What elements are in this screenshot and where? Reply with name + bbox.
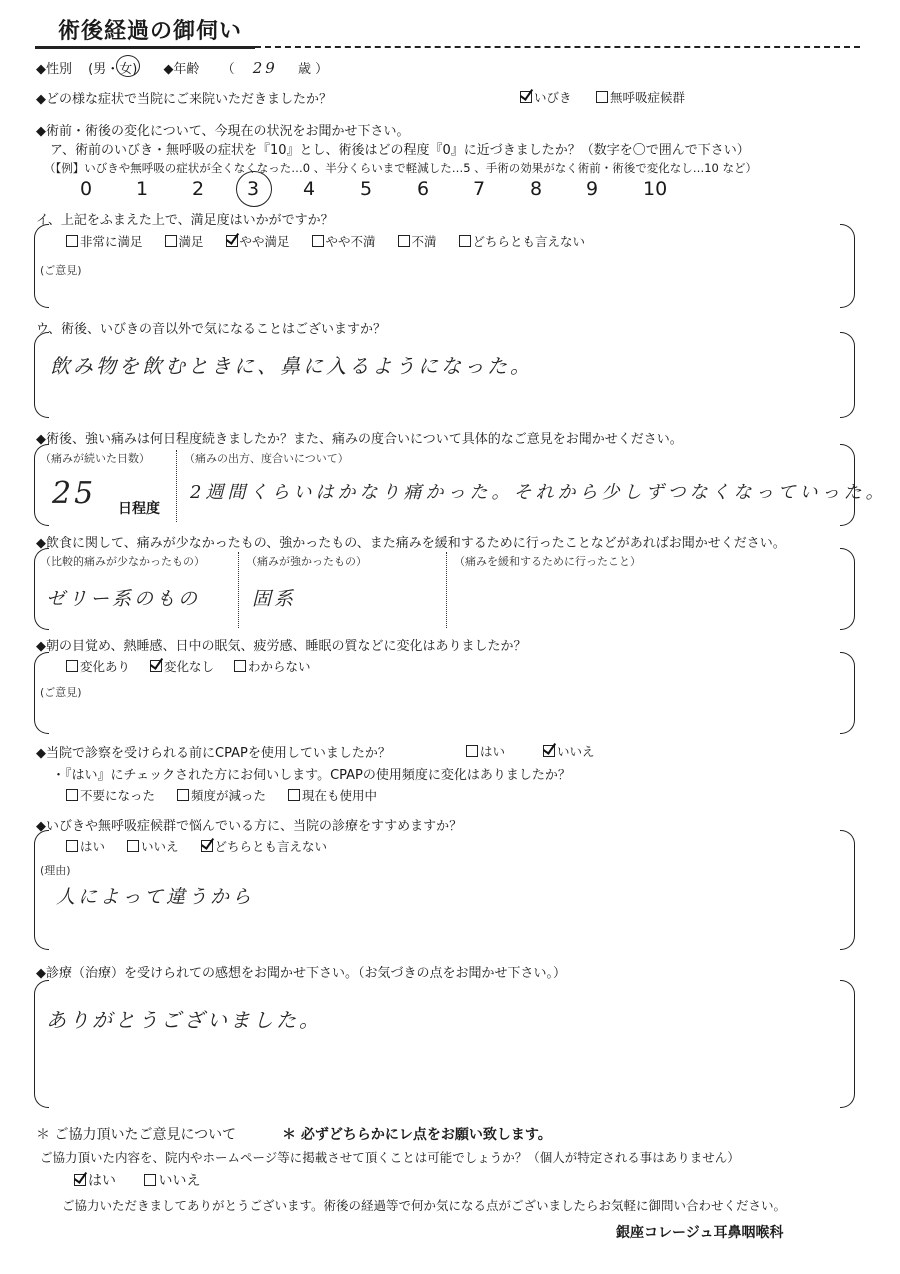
satisfaction-option-somewhat-dissatisfied[interactable]: やや不満 [312,234,376,249]
cpap-options [466,742,595,760]
scale-3[interactable]: 3 [247,178,260,200]
checkbox-footer-yes[interactable] [74,1174,86,1186]
recommend-option-yes[interactable]: はい [66,839,105,854]
impression-answer[interactable]: ありがとうございました。 [46,1008,322,1032]
recommend-bracket-left [34,830,49,950]
pain-days-label: （痛みが続いた日数） [40,452,150,465]
satisfaction-option-somewhat-satisfied[interactable]: やや満足 [226,234,290,249]
sex-age-row: ◆性別 (男・女) ◆年齢 （ 29 歳 ） [36,59,329,77]
title-underline-dashed [255,46,860,48]
scale-9[interactable]: 9 [586,178,599,200]
cpap-sub-option-reduced[interactable]: 頻度が減った [177,788,266,803]
sex-options: (男・女) [88,62,138,77]
scale-6[interactable]: 6 [417,178,430,200]
satisfaction-option-very-satisfied[interactable]: 非常に満足 [66,234,143,249]
checkbox-dissatisfied[interactable] [398,235,410,247]
footer-options [74,1170,200,1190]
reason-answer[interactable]: 人によって違うから [56,886,255,908]
impression-bracket-left [34,980,49,1108]
checkbox-no-change[interactable] [150,660,162,672]
morning-bracket-right [840,652,855,734]
satisfaction-opinion-label: (ご意見) [40,264,82,277]
scale-7[interactable]: 7 [473,178,486,200]
age-unit: 歳 [297,62,311,77]
food-question: ◆飲食に関して、痛みが少なかったもの、強かったもの、また痛みを緩和するために行ったことなどがあればお聞かせください。 [36,536,786,551]
satisfaction-bracket-right [840,224,855,308]
food-strong-answer[interactable]: 固系 [252,588,297,610]
checkbox-still-using[interactable] [288,789,300,801]
symptom-option-snoring[interactable]: いびき [520,88,572,106]
scale-10[interactable]: 10 [643,178,668,200]
other-answer[interactable]: 飲み物を飲むときに、鼻に入るようになった。 [50,354,533,378]
morning-option-unknown[interactable]: わからない [234,659,311,674]
checkbox-cpap-yes[interactable] [466,745,478,757]
footer-question: ご協力頂いた内容を、院内やホームページ等に掲載させて頂くことは可能でしょうか？（個人が特定される事はありません） [40,1150,740,1165]
reason-label: (理由) [40,864,71,877]
checkbox-cpap-no[interactable] [543,745,555,757]
cpap-option-no[interactable]: いいえ [543,744,595,759]
impression-question: ◆診療（治療）を受けられての感想をお聞かせ下さい。（お気づきの点をお聞かせ下さい。） [36,966,566,981]
footer-option-yes[interactable]: はい [74,1173,116,1189]
symptom-option-apnea[interactable]: 無呼吸症候群 [596,88,685,106]
satisfaction-options [66,232,585,250]
checkbox-recommend-neither[interactable] [201,840,213,852]
morning-question: ◆朝の目覚め、熱睡感、日中の眠気、疲労感、睡眠の質などに変化はありましたか？ [36,639,527,654]
cpap-sub-question: ・『はい』にチェックされた方にお伺いします。CPAPの使用頻度に変化はありましたか？ [52,768,571,783]
scale-5[interactable]: 5 [360,178,373,200]
pain-divider [176,450,177,522]
food-divider-2 [446,552,447,628]
change-example: （【例】いびきや無呼吸の症状が全くなくなった…0 、半分くらいまで軽減した…5 、手術の効果がなく術前・術後で変化なし…10 など） [44,161,757,175]
recommend-option-no[interactable]: いいえ [127,839,179,854]
checkbox-footer-no[interactable] [144,1174,156,1186]
scale-0[interactable]: 0 [80,178,93,200]
satisfaction-option-neither[interactable]: どちらとも言えない [459,234,586,249]
pain-days-value[interactable]: 25 [52,476,97,511]
checkbox-recommend-yes[interactable] [66,840,78,852]
pain-days-unit: 日程度 [118,501,160,517]
checkbox-somewhat-dissatisfied[interactable] [312,235,324,247]
cpap-sub-options [66,786,377,804]
morning-options [66,657,311,675]
page-title: 術後経過の御伺い [58,19,243,44]
recommend-options [66,837,327,855]
recommend-bracket-right [840,830,855,950]
scale-selected-circle [236,171,272,207]
change-question: ◆術前・術後の変化について、今現在の状況をお聞かせ下さい。 [36,124,410,139]
other-bracket-right [840,332,855,418]
age-value: 29 [252,59,278,77]
footer-note-b: ＊ 必ずどちらかにレ点をお願い致します。 [282,1127,552,1143]
checkbox-apnea[interactable] [596,91,608,103]
food-bracket-right [840,548,855,630]
title-underline [35,46,255,49]
scale-1[interactable]: 1 [136,178,149,200]
recommend-question: ◆いびきや無呼吸症候群で悩んでいる方に、当院の診療をすすめますか？ [36,819,463,834]
scale-4[interactable]: 4 [303,178,316,200]
food-less-answer[interactable]: ゼリー系のもの [46,588,201,610]
impression-bracket-right [840,980,855,1108]
scale-8[interactable]: 8 [530,178,543,200]
checkbox-very-satisfied[interactable] [66,235,78,247]
change-question-a: ア、術前のいびき・無呼吸の症状を『10』とし、術後はどの程度『0』に近づきましたか？（数字を〇で囲んで下さい） [50,143,750,158]
footer-thanks: ご協力いただきましてありがとうございます。術後の経過等で何か気になる点がございましたらお気軽に御問い合わせください。 [62,1198,787,1213]
morning-option-changed[interactable]: 変化あり [66,659,130,674]
other-bracket-left [34,332,49,418]
food-less-label: （比較的痛みが少なかったもの） [40,555,205,568]
pain-detail-answer[interactable]: 2週間くらいはかなり痛かった。それから少しずつなくなっていった。 [190,482,888,503]
checkbox-snoring[interactable] [520,91,532,103]
other-question: ウ、術後、いびきの音以外で気になることはございますか？ [36,322,386,337]
cpap-sub-option-unneeded[interactable]: 不要になった [66,788,155,803]
sex-selected-circle [116,55,140,77]
food-relief-label: （痛みを緩和するために行ったこと） [454,555,641,568]
recommend-option-neither[interactable]: どちらとも言えない [201,839,328,854]
food-strong-label: （痛みが強かったもの） [246,555,367,568]
symptom-question: ◆どの様な症状で当院にご来院いただきましたか？ [36,92,332,107]
checkbox-unknown[interactable] [234,660,246,672]
satisfaction-question: イ、上記をふまえた上で、満足度はいかがですか？ [36,213,334,228]
footer-note-a: ＊ ご協力頂いたご意見について [36,1127,237,1143]
checkbox-recommend-no[interactable] [127,840,139,852]
checkbox-unneeded[interactable] [66,789,78,801]
checkbox-reduced[interactable] [177,789,189,801]
footer-option-no[interactable]: いいえ [144,1173,200,1189]
morning-option-no-change[interactable]: 変化なし [150,659,214,674]
clinic-name: 銀座コレージュ耳鼻咽喉科 [616,1225,784,1241]
checkbox-neither[interactable] [459,235,471,247]
morning-opinion-label: (ご意見) [40,686,82,699]
cpap-sub-option-still-using[interactable]: 現在も使用中 [288,788,377,803]
age-label: ◆年齢 [163,62,200,77]
sex-label: ◆性別 [36,62,72,77]
satisfaction-option-satisfied[interactable]: 満足 [165,234,204,249]
pain-question: ◆術後、強い痛みは何日程度続きましたか？また、痛みの度合いについて具体的なご意見をお聞かせください。 [36,432,683,447]
scale-2[interactable]: 2 [192,178,205,200]
checkbox-somewhat-satisfied[interactable] [226,235,238,247]
pain-detail-label: （痛みの出方、度合いについて） [184,452,349,465]
satisfaction-option-dissatisfied[interactable]: 不満 [398,234,437,249]
cpap-option-yes[interactable]: はい [466,744,505,759]
cpap-question: ◆当院で診察を受けられる前にCPAPを使用していましたか？ [36,746,391,761]
checkbox-satisfied[interactable] [165,235,177,247]
checkbox-changed[interactable] [66,660,78,672]
food-divider-1 [238,552,239,628]
